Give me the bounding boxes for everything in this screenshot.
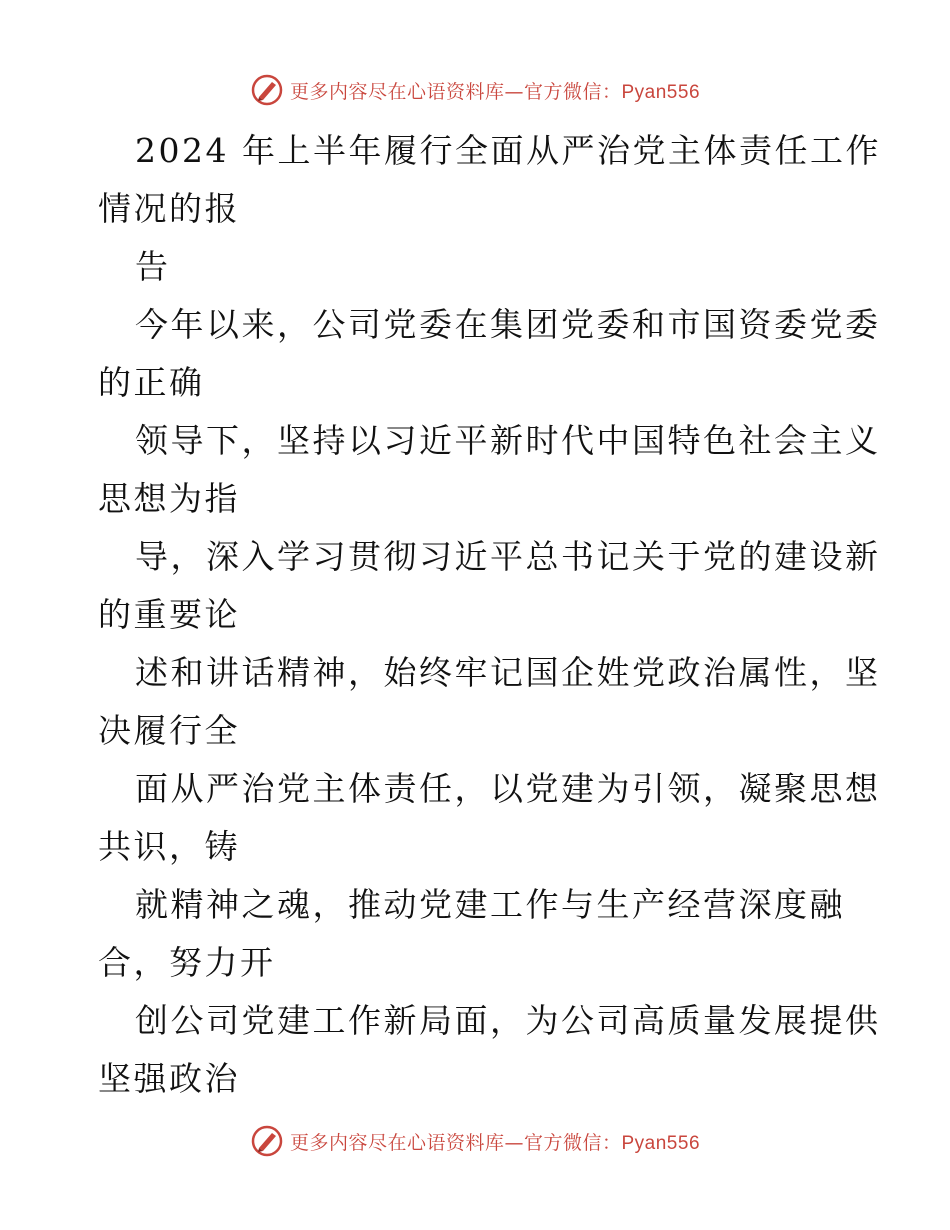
document-line: 创公司党建工作新局面，为公司高质量发展提供	[135, 1001, 881, 1040]
watermark-brand: 更多内容尽在心语资料库	[289, 80, 505, 103]
document-line: 导，深入学习贯彻习近平总书记关于党的建设新	[135, 537, 881, 576]
document-line: 坚强政治	[98, 1059, 240, 1098]
pen-logo-icon	[250, 1124, 284, 1158]
watermark-wechat-id: Pyan556	[621, 1132, 701, 1154]
watermark-label: 官方微信：	[523, 80, 622, 103]
document-line: 面从严治党主体责任，以党建为引领，凝聚思想	[135, 769, 881, 808]
document-line: 情况的报	[98, 189, 240, 228]
document-line: 告	[135, 247, 171, 286]
document-line: 决履行全	[98, 711, 240, 750]
document-line: 领导下，坚持以习近平新时代中国特色社会主义	[135, 421, 881, 460]
document-line: 就精神之魂，推动党建工作与生产经营深度融	[135, 885, 845, 924]
watermark-banner-top	[0, 70, 950, 110]
document-body	[98, 122, 881, 1108]
document-line: 的正确	[98, 363, 205, 402]
watermark-brand: 更多内容尽在心语资料库	[289, 1131, 505, 1154]
document-line: 今年以来，公司党委在集团党委和市国资委党委	[135, 305, 881, 344]
document-line: 合，努力开	[98, 943, 276, 982]
watermark-dash: —	[504, 80, 524, 103]
document-line: 2024 年上半年履行全面从严治党主体责任工作	[135, 131, 881, 170]
watermark-banner-bottom	[0, 1121, 950, 1161]
document-line: 共识，铸	[98, 827, 240, 866]
document-line: 思想为指	[98, 479, 240, 518]
watermark-wechat-id: Pyan556	[621, 81, 701, 103]
pen-logo-icon	[250, 73, 284, 107]
watermark-label: 官方微信：	[523, 1131, 622, 1154]
watermark-dash: —	[504, 1131, 524, 1154]
document-line: 的重要论	[98, 595, 240, 634]
document-line: 述和讲话精神，始终牢记国企姓党政治属性，坚	[135, 653, 881, 692]
